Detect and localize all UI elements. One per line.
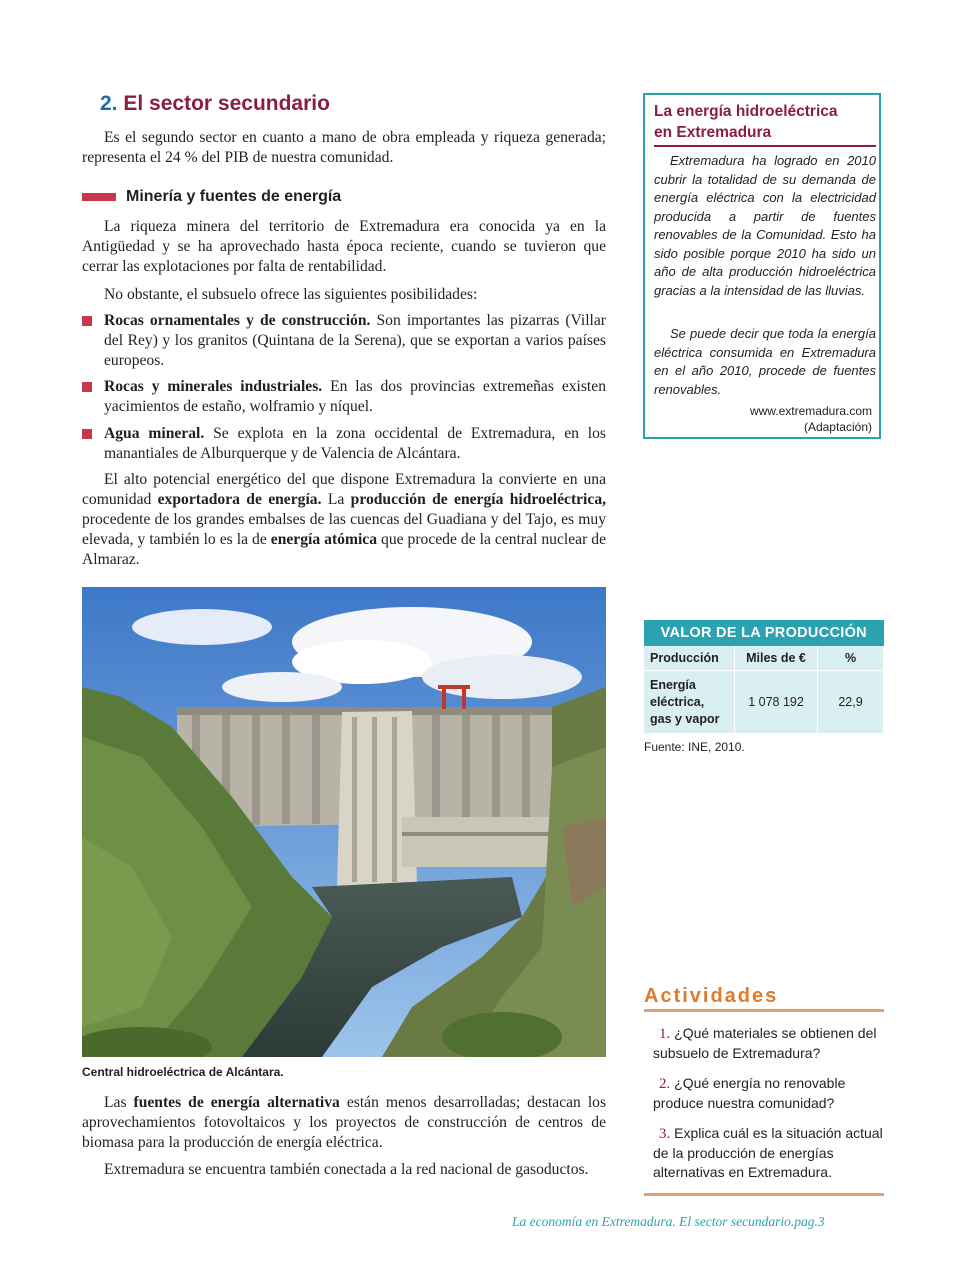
activity-number: 2.: [659, 1076, 671, 1092]
table-header: %: [818, 646, 884, 671]
bullet-item: [104, 424, 606, 464]
bullet-marker: [82, 382, 92, 392]
bullet-bold: Rocas ornamentales y de construcción.: [104, 312, 371, 329]
activity-number: 3.: [659, 1126, 671, 1142]
paragraph-alternative-energy: Las fuentes de energía alternativa están menos desarrolladas; destacan los aprovechamientos fotovoltaicos y los proyectos de construcción de centros de biomasa para la producción de energía eléctrica.: [82, 1094, 607, 1151]
table-row: [644, 671, 884, 734]
intro-paragraph: Es el segundo sector en cuanto a mano de obra empleada y riqueza generada; representa el 24 % del PIB de nuestra comunidad.: [82, 129, 606, 166]
sidebar-box: [643, 93, 881, 439]
subheading: [82, 188, 341, 206]
paragraph-possibilities: No obstante, el subsuelo ofrece las siguientes posibilidades:: [104, 286, 478, 303]
activities-bottom-rule: [644, 1193, 884, 1196]
sidebar-source: [750, 403, 872, 435]
sidebar-title-line1: La energía hidroeléctrica: [654, 103, 838, 120]
photo-caption: Central hidroeléctrica de Alcántara.: [82, 1065, 284, 1079]
section-title-text: El sector secundario: [123, 92, 330, 115]
activity-item: [653, 1124, 885, 1182]
bullet-bold: Rocas y minerales industriales.: [104, 378, 323, 395]
sidebar-paragraph: Extremadura ha logrado en 2010 cubrir la totalidad de su demanda de energía eléctrica con la electricidad producida a partir de fuentes renovables de la Comunidad. Esto ha sido posible porque 2010 ha sido un año de alta producción hidroeléctrica gracias a la intensidad de las lluvias.: [654, 153, 876, 298]
dam-photo: [82, 587, 606, 1057]
activity-item: [653, 1074, 885, 1113]
bullet-text: Se explota en la zona occidental de Extremadura, en los manantiales de Alburquerque y de Valencia de Alcántara.: [104, 425, 606, 462]
activity-item: [653, 1024, 885, 1063]
activity-text: Explica cuál es la situación actual de la producción de energías alternativas en Extremadura.: [653, 1125, 883, 1180]
table-cell: Energía eléctrica, gas y vapor: [644, 671, 735, 734]
paragraph-gas-network: Extremadura se encuentra también conectada a la red nacional de gasoductos.: [104, 1161, 589, 1178]
sidebar-title-line2: en Extremadura: [654, 124, 772, 141]
bullet-list: [82, 311, 606, 461]
activities-title: Actividades: [644, 985, 779, 1007]
activity-text: ¿Qué energía no renovable produce nuestra comunidad?: [653, 1075, 846, 1111]
bullet-marker: [82, 316, 92, 326]
sidebar-source-note: (Adaptación): [803, 420, 872, 434]
sidebar-source-url: www.extremadura.com: [749, 404, 872, 418]
production-table: [644, 620, 884, 733]
bullet-marker: [82, 429, 92, 439]
activity-text: ¿Qué materiales se obtienen del subsuelo de Extremadura?: [653, 1025, 877, 1061]
bullet-text: En las dos provincias extremeñas existen yacimientos de estaño, wolframio y níquel.: [104, 378, 606, 415]
section-number: 2.: [100, 92, 118, 115]
sidebar-rule: [654, 145, 876, 147]
activity-number: 1.: [659, 1026, 671, 1042]
subheading-bar: [82, 193, 116, 201]
bullet-item: [104, 377, 606, 417]
paragraph-energy-potential: El alto potencial energético del que dispone Extremadura la convierte en una comunidad exportadora de energía. La producción de energía hidroeléctrica, procedente de los grandes embalses de las cuencas del Guadiana y del Tajo, es muy elevada, y también lo es la de energía atómica que procede de la central nuclear de Almaraz.: [82, 471, 607, 568]
bullet-text: Son importantes las pizarras (Villar del Rey) y los granitos (Quintana de la Serena), que se exportan a varios países europeos.: [104, 312, 606, 369]
activities-rule: [644, 1009, 884, 1012]
table-caption: VALOR DE LA PRODUCCIÓN: [644, 620, 884, 646]
table-header: Miles de €: [735, 646, 818, 671]
section-title: [100, 92, 330, 116]
page-footer: La economía en Extremadura. El sector secundario.pag.3: [512, 1214, 825, 1229]
table-source: Fuente: INE, 2010.: [644, 740, 745, 754]
table-header: Producción: [644, 646, 735, 671]
paragraph-mining-history: La riqueza minera del territorio de Extremadura era conocida ya en la Antigüedad y se ha aprovechado hasta época reciente, cuando se tuvieron que cerrar las explotaciones por falta de rentabilidad.: [82, 218, 606, 275]
table-header-row: [644, 646, 884, 671]
bullet-bold: Agua mineral.: [104, 425, 205, 442]
table-cell: 1 078 192: [735, 671, 818, 734]
subheading-text: Minería y fuentes de energía: [126, 188, 342, 205]
table-cell: 22,9: [818, 671, 884, 734]
bullet-item: [104, 311, 606, 371]
sidebar-paragraph: Se puede decir que toda la energía eléctrica consumida en Extremadura en el año 2010, procede de fuentes renovables.: [654, 326, 876, 397]
sidebar-title: [654, 101, 838, 143]
